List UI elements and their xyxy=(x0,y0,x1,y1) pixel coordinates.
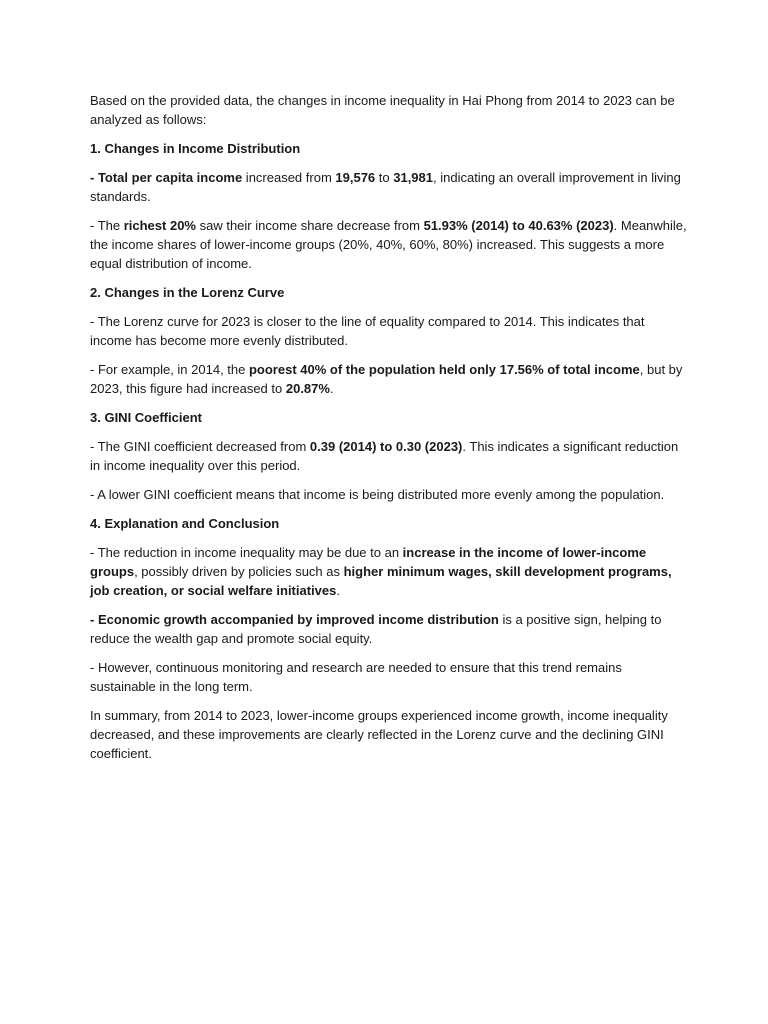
economic-growth-paragraph xyxy=(90,610,690,648)
monitoring-paragraph xyxy=(90,658,690,696)
gini-decrease-paragraph xyxy=(90,437,690,475)
bold-text: 51.93% (2014) to 40.63% (2023) xyxy=(423,218,614,233)
poorest-share-paragraph xyxy=(90,360,690,398)
bold-text: 0.39 (2014) to 0.30 (2023) xyxy=(309,439,463,454)
section-heading-lorenz-curve: 2. Changes in the Lorenz Curve xyxy=(90,285,285,300)
bold-text: - Total per capita income xyxy=(90,170,243,185)
text: . Meanwhile, the income shares of lower-income groups (20%, 40%, 60%, 80%) increased. This suggests a more equal distribution of income. xyxy=(90,218,687,271)
per-capita-income-paragraph xyxy=(90,168,690,206)
summary-text: In summary, from 2014 to 2023, lower-income groups experienced income growth, income inequality decreased, and these improvements are clearly reflected in the Lorenz curve and the declining GINI coefficient. xyxy=(90,708,668,761)
bold-text: richest 20% xyxy=(123,218,196,233)
text: . xyxy=(336,583,340,598)
gini-meaning-paragraph xyxy=(90,485,690,504)
bold-text: poorest 40% of the population held only 17.56% of total income xyxy=(248,362,640,377)
section-heading-income-distribution: 1. Changes in Income Distribution xyxy=(90,141,301,156)
text: to xyxy=(375,170,394,185)
text: - The xyxy=(90,218,124,233)
section-heading-gini: 3. GINI Coefficient xyxy=(90,410,202,425)
lorenz-paragraph xyxy=(90,312,690,350)
document-body xyxy=(90,91,690,773)
reduction-cause-paragraph xyxy=(90,543,690,600)
text: - The Lorenz curve for 2023 is closer to the line of equality compared to 2014. This indicates that income has become more evenly distributed. xyxy=(90,314,645,348)
text: - The reduction in income inequality may be due to an xyxy=(90,545,403,560)
text: - For example, in 2014, the xyxy=(90,362,249,377)
text: , but by 2023, this figure had increased to xyxy=(90,362,683,396)
bold-text: - Economic growth accompanied by improved income distribution xyxy=(90,612,499,627)
richest-share-paragraph xyxy=(90,216,690,273)
bold-text: higher minimum wages, skill development programs, job creation, or social welfare initiatives xyxy=(90,564,672,598)
text: . This indicates a significant reduction in income inequality over this period. xyxy=(90,439,679,473)
text: , indicating an overall improvement in living standards. xyxy=(90,170,681,204)
section-heading-conclusion: 4. Explanation and Conclusion xyxy=(90,516,280,531)
text: - The GINI coefficient decreased from xyxy=(90,439,310,454)
intro-paragraph xyxy=(90,91,690,129)
text: . xyxy=(329,381,334,396)
text: saw their income share decrease from xyxy=(195,218,424,233)
text: - However, continuous monitoring and research are needed to ensure that this trend remains sustainable in the long term. xyxy=(90,660,622,694)
bold-text: 31,981 xyxy=(393,170,433,185)
bold-text: 19,576 xyxy=(335,170,376,185)
text: , possibly driven by policies such as xyxy=(134,564,344,579)
bold-text: increase in the income of lower-income groups xyxy=(90,545,647,579)
text: - A lower GINI coefficient means that income is being distributed more evenly among the population. xyxy=(90,487,665,502)
text: increased from xyxy=(242,170,336,185)
summary-paragraph xyxy=(90,706,690,763)
intro-text: Based on the provided data, the changes in income inequality in Hai Phong from 2014 to 2023 can be analyzed as follows: xyxy=(90,93,675,127)
bold-text: 20.87% xyxy=(285,381,330,396)
text: is a positive sign, helping to reduce the wealth gap and promote social equity. xyxy=(90,612,662,646)
